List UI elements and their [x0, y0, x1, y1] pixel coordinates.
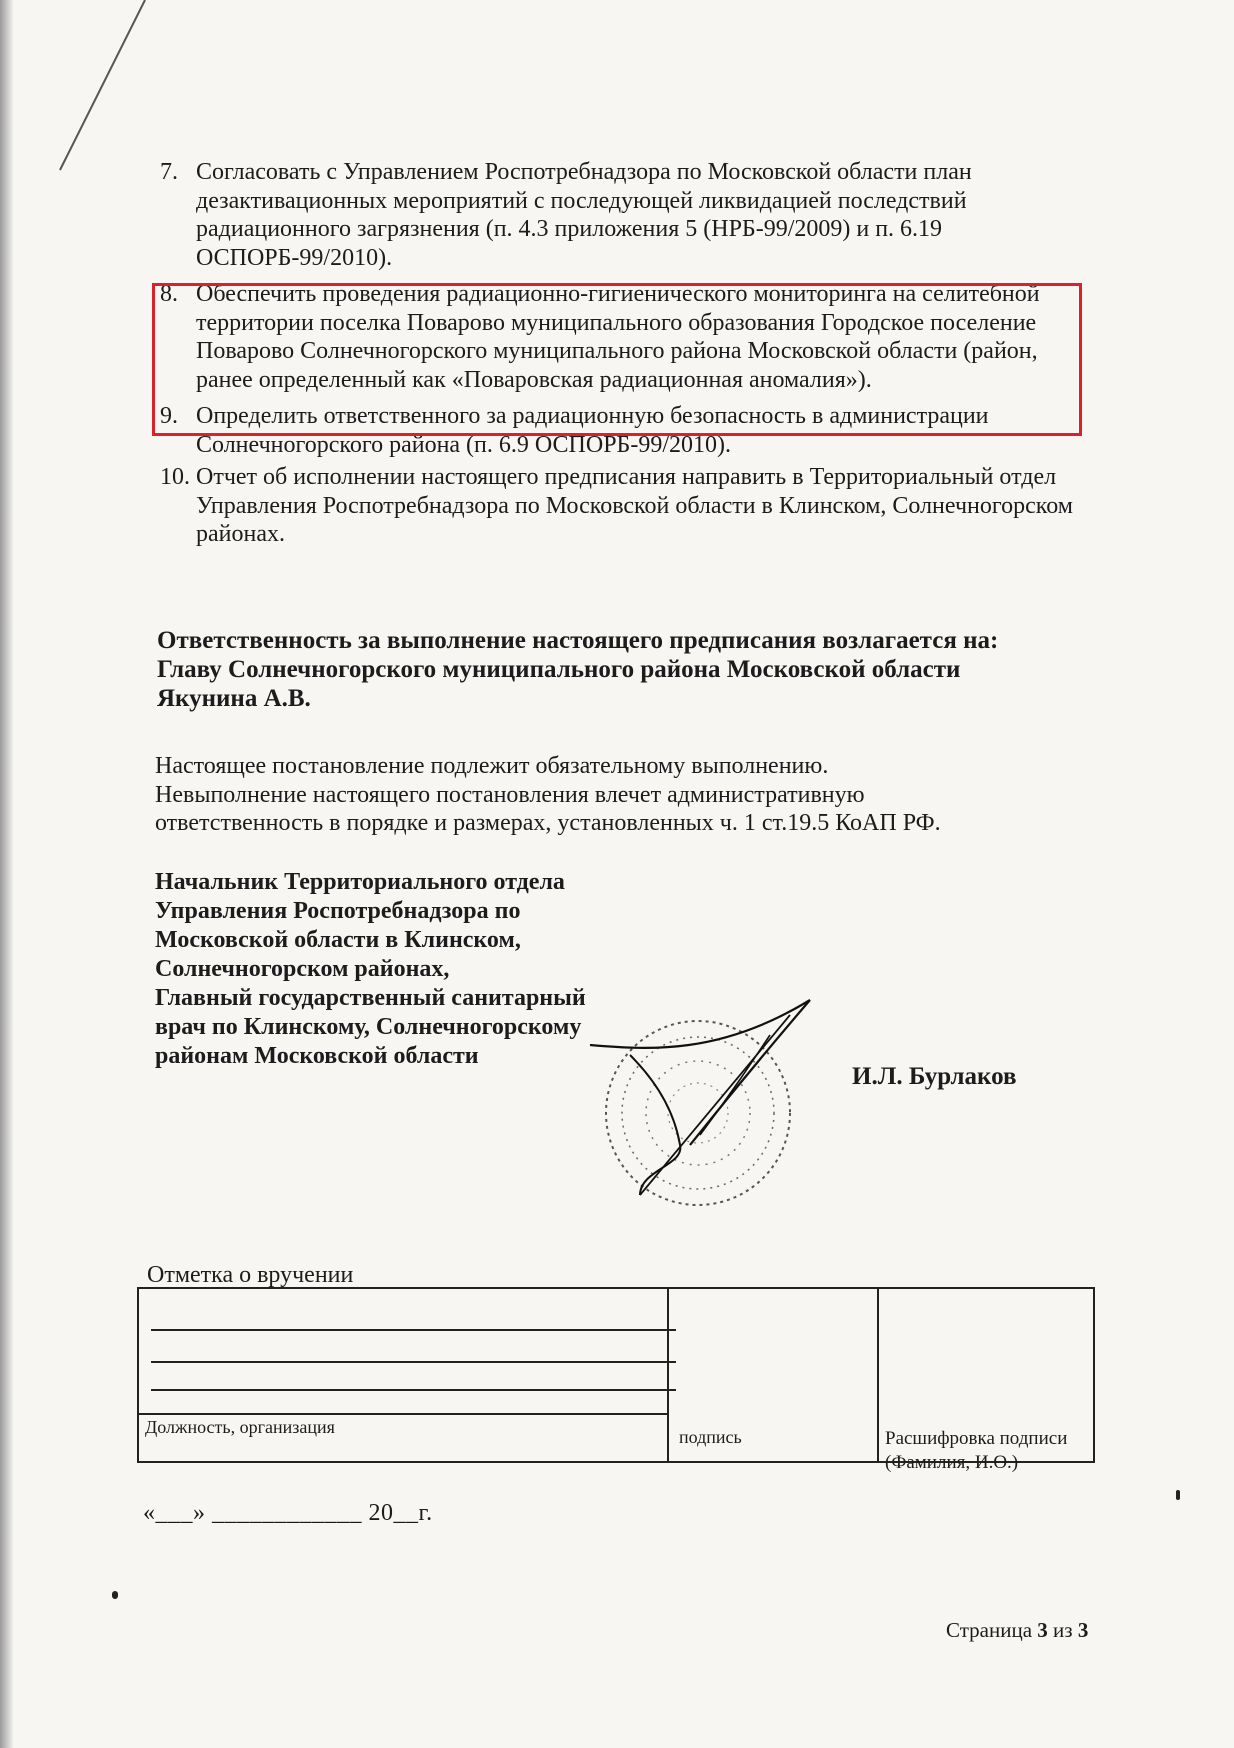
row-separator [139, 1413, 667, 1415]
page-number-prefix: Страница [946, 1618, 1038, 1642]
notice-line: Невыполнение настоящего постановления влечет административную [155, 781, 865, 808]
responsibility-block [157, 626, 1077, 713]
signature-label: подпись [679, 1427, 742, 1447]
write-line [151, 1361, 676, 1363]
list-item-number: 8. [160, 281, 178, 307]
scan-speck [1176, 1490, 1180, 1500]
scan-speck [112, 1591, 118, 1599]
fold-corner-mark [0, 0, 150, 180]
scan-shadow [0, 0, 14, 1748]
signatory-line: районам Московской области [155, 1043, 479, 1069]
page-number-current: 3 [1037, 1618, 1048, 1642]
list-item-text: Отчет об исполнении настоящего предписания направить в Территориальный отдел Управления Роспотребнадзора по Московской области в Клинском, Солнечногорском районах. [196, 464, 1073, 547]
compliance-notice [155, 752, 1075, 838]
signatory-line: врач по Клинскому, Солнечногорскому [155, 1014, 582, 1040]
list-item-text: Согласовать с Управлением Роспотребнадзора по Московской области план дезактивационных мероприятий с последующей ликвидацией последствий радиационного загрязнения (п. 4.3 приложения 5 (НРБ-99/2009) и п. 6.19 ОСПОРБ-99/2010). [196, 159, 972, 271]
list-item-text: Обеспечить проведения радиационно-гигиенического мониторинга на селитебной территории поселка Поварово муниципального образования Городское поселение Поварово Солнечногорского муниципального района Московской области (район, ранее определенный как «Поваровская радиационная аномалия»). [196, 281, 1040, 393]
signatory-line: Управления Роспотребнадзора по [155, 898, 521, 924]
responsibility-line: Ответственность за выполнение настоящего предписания возлагается на: [157, 627, 999, 654]
responsibility-line: Главу Солнечногорского муниципального района Московской области [157, 656, 961, 683]
list-item-number: 10. [160, 464, 190, 490]
list-item-number: 9. [160, 403, 178, 429]
list-item [160, 463, 1090, 549]
signatory-line: Главный государственный санитарный [155, 985, 586, 1011]
notice-line: ответственность в порядке и размерах, установленных ч. 1 ст.19.5 КоАП РФ. [155, 810, 941, 836]
delivery-date-line: «___» ____________ 20__г. [143, 1500, 433, 1526]
page-number-middle: из [1047, 1618, 1078, 1642]
responsibility-line: Якунина А.В. [157, 685, 311, 712]
signature-decoding-label [885, 1427, 1067, 1475]
column-divider [667, 1289, 669, 1461]
signature-decoding-line: Расшифровка подписи [885, 1428, 1068, 1449]
write-line [151, 1389, 676, 1391]
signatory-line: Солнечногорском районах, [155, 956, 450, 982]
column-divider [877, 1289, 879, 1461]
list-item [160, 158, 1090, 272]
receipt-title: Отметка о вручении [147, 1262, 354, 1288]
official-stamp-with-signature [580, 995, 840, 1225]
page-number-total: 3 [1077, 1618, 1089, 1642]
signer-name: И.Л. Бурлаков [852, 1063, 1017, 1090]
list-item-number: 7. [160, 159, 178, 185]
receipt-table [137, 1287, 1095, 1473]
position-organization-label: Должность, организация [145, 1417, 335, 1437]
signatory-line: Начальник Территориального отдела [155, 869, 565, 895]
list-item-text: Определить ответственного за радиационную безопасность в администрации Солнечногорского района (п. 6.9 ОСПОРБ-99/2010). [196, 403, 989, 458]
red-highlight-frame [152, 283, 1082, 436]
page-number [946, 1618, 1088, 1643]
signature-decoding-line: (Фамилия, И.О.) [885, 1452, 1019, 1473]
signatory-line: Московской области в Клинском, [155, 927, 521, 953]
notice-line: Настоящее постановление подлежит обязательному выполнению. [155, 753, 829, 779]
write-line [151, 1329, 676, 1331]
